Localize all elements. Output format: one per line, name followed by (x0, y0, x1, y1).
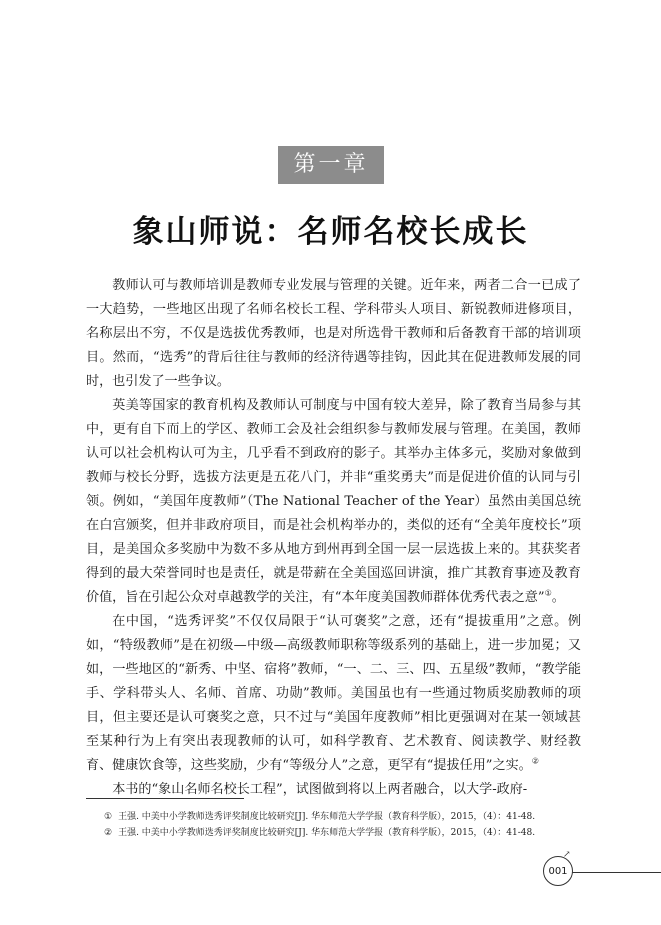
paragraph-text: 本书的“象山名师名校长工程”，试图做到将以上两者融合，以大学-政府- (112, 782, 528, 797)
footnote-text: 王强. 中美中小学教师选秀评奖制度比较研究[J]. 华东师范大学学报（教育科学版），2015，（4）：41-48. (118, 812, 536, 822)
paragraph-text: 教师认可与教师培训是教师专业发展与管理的关键。近年来，两者二合一已成了一大趋势，一些地区出现了名师名校长工程、学科带头人项目、新锐教师进修项目，名称层出不穷，不仅是选拔优秀教师，也是对所选骨干教师和后备教育干部的培训项目。然而，“选秀”的背后往往与教师的经济待遇等挂钩，因此其在促进教师发展的同时，也引发了一些争议。 (86, 278, 581, 389)
footnote-ref-2[interactable]: ② (531, 756, 539, 766)
paragraph-text: 在中国，“选秀评奖”不仅仅局限于“认可褒奖”之意，还有“提拔重用”之意。例如，“特级教师”是在初级—中级—高级教师职称等级系列的基础上，进一步加冕；又如，一些地区的“新秀、中坚、宿将”教师，“一、二、三、四、五星级”教师，“教学能手、学科带头人、名师、首席、功勋”教师。美国虽也有一些通过物质奖励教师的项目，但主要还是认可褒奖之意，只不过与“美国年度教师”相比更强调对在某一领域甚至某种行为上有突出表现教师的认可，如科学教育、艺术教育、阅读教学、财经教育、健康饮食等，这些奖励，少有“等级分人”之意，更罕有“提拔任用”之实。 (86, 614, 581, 773)
body-text (86, 274, 581, 802)
footnote-1 (104, 809, 584, 825)
paragraph-1 (86, 274, 581, 394)
paragraph-2 (86, 394, 581, 610)
footnote-2 (104, 825, 584, 841)
paragraph-tail: 。 (551, 590, 565, 605)
footnote-divider (86, 798, 244, 799)
page-number (543, 856, 573, 886)
page-number-rule (572, 872, 661, 873)
arrow-icon: ↗ (563, 850, 571, 860)
chapter-label: 第一章 (278, 146, 384, 184)
page-number-text: 001 (548, 865, 568, 877)
footnote-mark: ① (104, 812, 113, 822)
footnote-mark: ② (104, 828, 113, 838)
footnotes (104, 809, 584, 841)
footnote-text: 王强. 中美中小学教师选秀评奖制度比较研究[J]. 华东师范大学学报（教育科学版），2015，（4）：41-48. (118, 828, 536, 838)
chapter-title: 象山师说：名师名校长成长 (132, 214, 529, 250)
paragraph-text: 英美等国家的教育机构及教师认可制度与中国有较大差异，除了教育当局参与其中，更有自下而上的学区、教师工会及社会组织参与教师发展与管理。在美国，教师认可以社会机构认可为主，几乎看不到政府的影子。其举办主体多元，奖励对象做到教师与校长分野，选拔方法更是五花八门，并非“重奖勇夫”而是促进价值的认同与引领。例如，“美国年度教师”（The National Teacher of the Year）虽然由美国总统在白宫颁奖，但并非政府项目，而是社会机构举办的，类似的还有“全美年度校长”项目，是美国众多奖励中为数不多从地方到州再到全国一层一层选拔上来的。其获奖者得到的最大荣誉同时也是责任，就是带薪在全美国巡回讲演，推广其教育事迹及教育价值，旨在引起公众对卓越教学的关注，有“本年度美国教师群体优秀代表之意” (86, 398, 581, 605)
footnote-ref-1[interactable]: ① (544, 588, 552, 598)
paragraph-3 (86, 610, 581, 778)
